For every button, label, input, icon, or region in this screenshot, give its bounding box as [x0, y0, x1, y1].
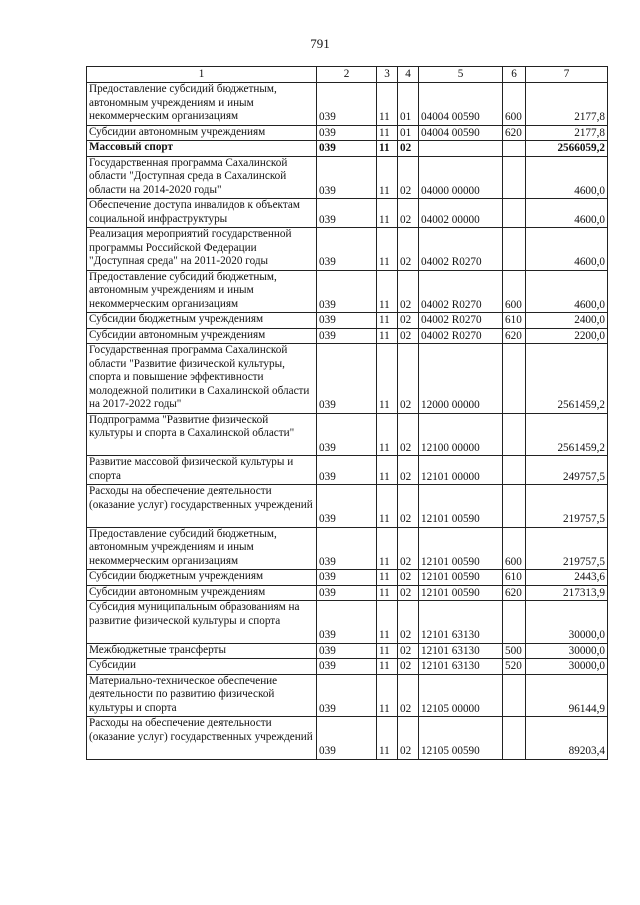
row-name-cell: Межбюджетные трансферты — [87, 643, 317, 659]
row-name-cell: Расходы на обеспечение деятельности (оказание услуг) государственных учреждений — [87, 485, 317, 528]
section-code-cell: 11 — [377, 228, 398, 271]
table-row — [87, 570, 608, 586]
subsection-code-cell: 02 — [398, 199, 419, 228]
subsection-code-cell: 02 — [398, 313, 419, 329]
subsection-code-cell: 01 — [398, 83, 419, 126]
amount-cell: 217313,9 — [526, 585, 608, 601]
amount-cell: 2561459,2 — [526, 344, 608, 414]
target-article-cell: 04000 00000 — [419, 156, 503, 199]
amount-cell: 2561459,2 — [526, 413, 608, 456]
section-code-cell: 11 — [377, 585, 398, 601]
ministry-code-cell: 039 — [317, 717, 377, 760]
expense-kind-cell: 600 — [503, 270, 526, 313]
target-article-cell: 04004 00590 — [419, 125, 503, 141]
subsection-code-cell: 02 — [398, 674, 419, 717]
table-row — [87, 601, 608, 644]
ministry-code-cell: 039 — [317, 270, 377, 313]
row-name-cell: Обеспечение доступа инвалидов к объектам социальной инфраструктуры — [87, 199, 317, 228]
table-row — [87, 199, 608, 228]
section-code-cell: 11 — [377, 527, 398, 570]
amount-cell: 30000,0 — [526, 643, 608, 659]
section-code-cell: 11 — [377, 601, 398, 644]
subsection-code-cell: 02 — [398, 156, 419, 199]
amount-cell: 2177,8 — [526, 83, 608, 126]
target-article-cell: 04004 00590 — [419, 83, 503, 126]
subsection-code-cell: 02 — [398, 456, 419, 485]
target-article-cell: 12101 63130 — [419, 659, 503, 675]
ministry-code-cell: 039 — [317, 156, 377, 199]
expense-kind-cell: 620 — [503, 125, 526, 141]
amount-cell: 219757,5 — [526, 485, 608, 528]
section-code-cell: 11 — [377, 643, 398, 659]
subsection-code-cell: 02 — [398, 643, 419, 659]
subsection-code-cell: 02 — [398, 659, 419, 675]
table-row — [87, 456, 608, 485]
amount-cell: 2200,0 — [526, 328, 608, 344]
row-name-cell: Государственная программа Сахалинской области "Развитие физической культуры, спорта и повышение эффективности молодежной политики в Сахалинской области на 2017-2022 годы" — [87, 344, 317, 414]
subsection-code-cell: 02 — [398, 270, 419, 313]
ministry-code-cell: 039 — [317, 125, 377, 141]
amount-cell: 30000,0 — [526, 601, 608, 644]
page-number: 791 — [310, 36, 330, 51]
expense-kind-cell: 600 — [503, 527, 526, 570]
table-row — [87, 141, 608, 157]
table-row — [87, 674, 608, 717]
amount-cell: 4600,0 — [526, 228, 608, 271]
target-article-cell — [419, 141, 503, 157]
ministry-code-cell: 039 — [317, 601, 377, 644]
amount-cell: 4600,0 — [526, 270, 608, 313]
target-article-cell: 04002 R0270 — [419, 270, 503, 313]
expense-kind-cell — [503, 485, 526, 528]
target-article-cell: 12101 00590 — [419, 585, 503, 601]
section-code-cell: 11 — [377, 413, 398, 456]
expense-kind-cell — [503, 156, 526, 199]
table-row — [87, 228, 608, 271]
subsection-code-cell: 02 — [398, 717, 419, 760]
amount-cell: 30000,0 — [526, 659, 608, 675]
row-name-cell: Предоставление субсидий бюджетным, автономным учреждениям и иным некоммерческим организациям — [87, 83, 317, 126]
ministry-code-cell: 039 — [317, 344, 377, 414]
section-code-cell: 11 — [377, 270, 398, 313]
ministry-code-cell: 039 — [317, 328, 377, 344]
expense-kind-cell — [503, 601, 526, 644]
column-header: 2 — [317, 67, 377, 83]
row-name-cell: Субсидии автономным учреждениям — [87, 328, 317, 344]
table-row — [87, 328, 608, 344]
subsection-code-cell: 01 — [398, 125, 419, 141]
target-article-cell: 12101 00590 — [419, 485, 503, 528]
table-row — [87, 313, 608, 329]
expense-kind-cell — [503, 674, 526, 717]
expense-kind-cell — [503, 413, 526, 456]
ministry-code-cell: 039 — [317, 199, 377, 228]
amount-cell: 2566059,2 — [526, 141, 608, 157]
ministry-code-cell: 039 — [317, 141, 377, 157]
expense-kind-cell — [503, 228, 526, 271]
row-name-cell: Материально-техническое обеспечение деятельности по развитию физической культуры и спорта — [87, 674, 317, 717]
subsection-code-cell: 02 — [398, 141, 419, 157]
ministry-code-cell: 039 — [317, 313, 377, 329]
row-name-cell: Предоставление субсидий бюджетным, автономным учреждениям и иным некоммерческим организациям — [87, 270, 317, 313]
column-header: 6 — [503, 67, 526, 83]
table-row — [87, 585, 608, 601]
section-code-cell: 11 — [377, 717, 398, 760]
expense-kind-cell — [503, 717, 526, 760]
table-row — [87, 83, 608, 126]
section-code-cell: 11 — [377, 141, 398, 157]
row-name-cell: Субсидии автономным учреждениям — [87, 585, 317, 601]
table-row — [87, 344, 608, 414]
section-code-cell: 11 — [377, 674, 398, 717]
expense-kind-cell — [503, 344, 526, 414]
expense-kind-cell — [503, 199, 526, 228]
amount-cell: 96144,9 — [526, 674, 608, 717]
section-code-cell: 11 — [377, 570, 398, 586]
ministry-code-cell: 039 — [317, 674, 377, 717]
table-row — [87, 717, 608, 760]
section-code-cell: 11 — [377, 456, 398, 485]
target-article-cell: 12100 00000 — [419, 413, 503, 456]
expense-kind-cell — [503, 456, 526, 485]
row-name-cell: Государственная программа Сахалинской области "Доступная среда в Сахалинской области на 2014-2020 годы" — [87, 156, 317, 199]
ministry-code-cell: 039 — [317, 659, 377, 675]
amount-cell: 249757,5 — [526, 456, 608, 485]
row-name-cell: Развитие массовой физической культуры и спорта — [87, 456, 317, 485]
amount-cell: 4600,0 — [526, 156, 608, 199]
target-article-cell: 12105 00590 — [419, 717, 503, 760]
row-name-cell: Предоставление субсидий бюджетным, автономным учреждениям и иным некоммерческим организациям — [87, 527, 317, 570]
table-row — [87, 485, 608, 528]
row-name-cell: Массовый спорт — [87, 141, 317, 157]
target-article-cell: 12101 00590 — [419, 570, 503, 586]
target-article-cell: 12000 00000 — [419, 344, 503, 414]
expense-kind-cell: 600 — [503, 83, 526, 126]
table-row — [87, 270, 608, 313]
target-article-cell: 04002 R0270 — [419, 228, 503, 271]
target-article-cell: 12105 00000 — [419, 674, 503, 717]
amount-cell: 89203,4 — [526, 717, 608, 760]
row-name-cell: Субсидии бюджетным учреждениям — [87, 313, 317, 329]
expense-kind-cell: 500 — [503, 643, 526, 659]
column-header: 5 — [419, 67, 503, 83]
subsection-code-cell: 02 — [398, 527, 419, 570]
section-code-cell: 11 — [377, 83, 398, 126]
section-code-cell: 11 — [377, 125, 398, 141]
subsection-code-cell: 02 — [398, 344, 419, 414]
column-header: 7 — [526, 67, 608, 83]
target-article-cell: 04002 R0270 — [419, 328, 503, 344]
row-name-cell: Подпрограмма "Развитие физической культуры и спорта в Сахалинской области" — [87, 413, 317, 456]
row-name-cell: Субсидия муниципальным образованиям на развитие физической культуры и спорта — [87, 601, 317, 644]
subsection-code-cell: 02 — [398, 485, 419, 528]
expense-kind-cell — [503, 141, 526, 157]
section-code-cell: 11 — [377, 156, 398, 199]
target-article-cell: 12101 63130 — [419, 643, 503, 659]
subsection-code-cell: 02 — [398, 601, 419, 644]
table-row — [87, 125, 608, 141]
row-name-cell: Субсидии — [87, 659, 317, 675]
subsection-code-cell: 02 — [398, 413, 419, 456]
amount-cell: 4600,0 — [526, 199, 608, 228]
ministry-code-cell: 039 — [317, 527, 377, 570]
target-article-cell: 04002 R0270 — [419, 313, 503, 329]
ministry-code-cell: 039 — [317, 485, 377, 528]
ministry-code-cell: 039 — [317, 228, 377, 271]
expense-kind-cell: 620 — [503, 585, 526, 601]
subsection-code-cell: 02 — [398, 228, 419, 271]
table-row — [87, 659, 608, 675]
subsection-code-cell: 02 — [398, 570, 419, 586]
target-article-cell: 12101 00000 — [419, 456, 503, 485]
ministry-code-cell: 039 — [317, 585, 377, 601]
table-row — [87, 156, 608, 199]
row-name-cell: Расходы на обеспечение деятельности (оказание услуг) государственных учреждений — [87, 717, 317, 760]
expense-kind-cell: 610 — [503, 570, 526, 586]
row-name-cell: Субсидии бюджетным учреждениям — [87, 570, 317, 586]
amount-cell: 2400,0 — [526, 313, 608, 329]
row-name-cell: Субсидии автономным учреждениям — [87, 125, 317, 141]
table-header-row — [87, 67, 608, 83]
section-code-cell: 11 — [377, 659, 398, 675]
amount-cell: 2443,6 — [526, 570, 608, 586]
expense-kind-cell: 520 — [503, 659, 526, 675]
target-article-cell: 12101 63130 — [419, 601, 503, 644]
row-name-cell: Реализация мероприятий государственной программы Российской Федерации "Доступная среда" на 2011-2020 годы — [87, 228, 317, 271]
expense-kind-cell: 620 — [503, 328, 526, 344]
section-code-cell: 11 — [377, 313, 398, 329]
ministry-code-cell: 039 — [317, 83, 377, 126]
amount-cell: 2177,8 — [526, 125, 608, 141]
ministry-code-cell: 039 — [317, 570, 377, 586]
table-row — [87, 527, 608, 570]
expense-kind-cell: 610 — [503, 313, 526, 329]
section-code-cell: 11 — [377, 328, 398, 344]
column-header: 3 — [377, 67, 398, 83]
amount-cell: 219757,5 — [526, 527, 608, 570]
ministry-code-cell: 039 — [317, 413, 377, 456]
column-header: 4 — [398, 67, 419, 83]
subsection-code-cell: 02 — [398, 328, 419, 344]
section-code-cell: 11 — [377, 199, 398, 228]
section-code-cell: 11 — [377, 344, 398, 414]
budget-table — [86, 66, 608, 760]
target-article-cell: 12101 00590 — [419, 527, 503, 570]
target-article-cell: 04002 00000 — [419, 199, 503, 228]
table-row — [87, 413, 608, 456]
ministry-code-cell: 039 — [317, 456, 377, 485]
column-header: 1 — [87, 67, 317, 83]
table-row — [87, 643, 608, 659]
section-code-cell: 11 — [377, 485, 398, 528]
ministry-code-cell: 039 — [317, 643, 377, 659]
subsection-code-cell: 02 — [398, 585, 419, 601]
